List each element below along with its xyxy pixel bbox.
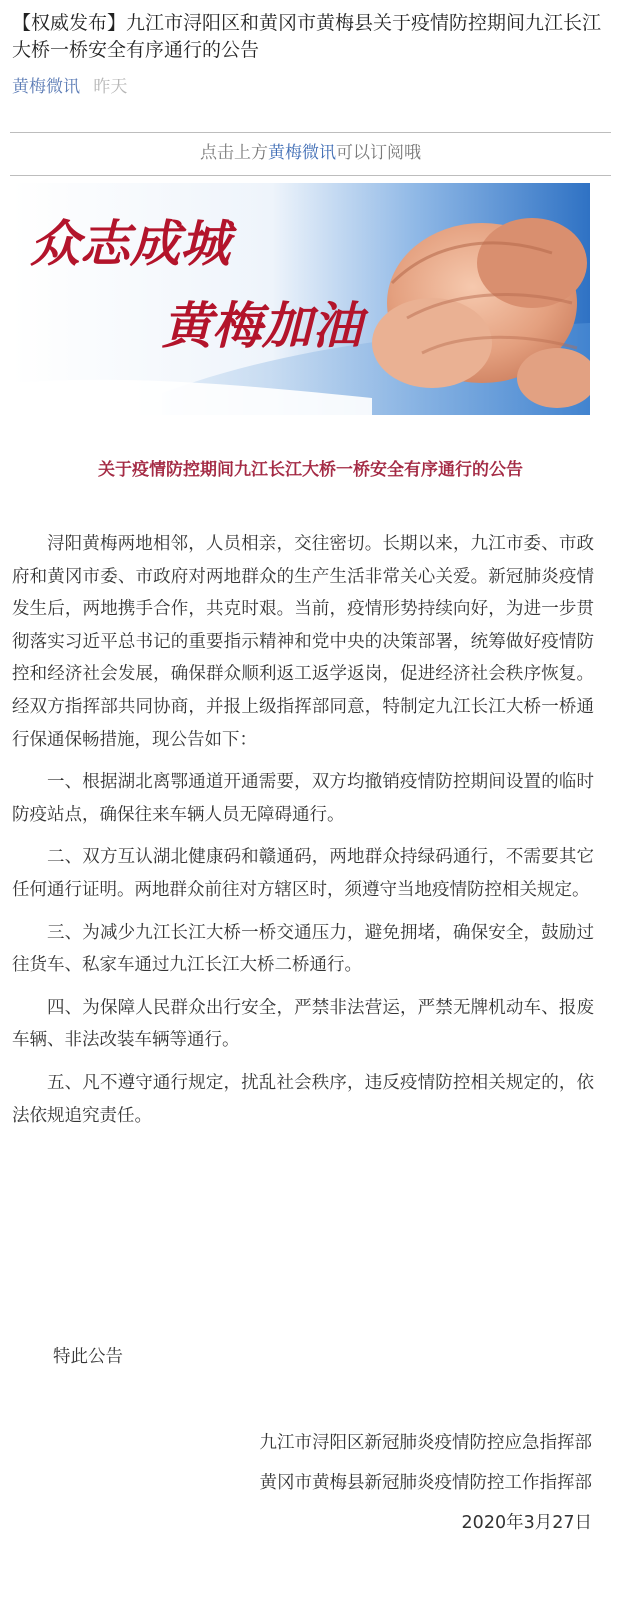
signature-date: 2020年3月27日 — [461, 1513, 592, 1533]
publish-time: 昨天 — [93, 77, 128, 97]
subscribe-account-link[interactable]: 黄梅微讯 — [268, 143, 336, 163]
article-title: 【权威发布】九江市浔阳区和黄冈市黄梅县关于疫情防控期间九江长江大桥一桥安全有序通行的公告 — [12, 12, 602, 61]
paragraph-intro: 浔阳黄梅两地相邻，人员相亲，交往密切。长期以来，九江市委、市政府和黄冈市委、市政府对两地群众的生产生活非常关心关爱。新冠肺炎疫情发生后，两地携手合作，共克时艰。当前，疫情形势持续向好，为进一步贯彻落实习近平总书记的重要指示精神和党中央的决策部署，统筹做好疫情防控和经济社会发展，确保群众顺利返工返学返岗，促进经济社会秩序恢复。经双方指挥部共同协商，并报上级指挥部同意，特制定九江长江大桥一桥通行保通保畅措施，现公告如下： — [12, 534, 594, 750]
paragraph-item-3: 三、为减少九江长江大桥一桥交通压力，避免拥堵，确保安全，鼓励过往货车、私家车通过九江长江大桥二桥通行。 — [12, 922, 594, 976]
banner-slogan-line1: 众志成城 — [30, 214, 230, 273]
paragraph-item-2: 二、双方互认湖北健康码和赣通码，两地群众持绿码通行，不需要其它任何通行证明。两地群众前往对方辖区时，须遵守当地疫情防控相关规定。 — [12, 847, 594, 900]
signature-block — [260, 1423, 593, 1539]
notice-body — [12, 528, 594, 1142]
article-meta — [12, 76, 127, 98]
banner-slogan-line2: 黄梅加油 — [162, 296, 362, 355]
account-name-link[interactable]: 黄梅微讯 — [12, 77, 80, 97]
paragraph-item-4: 四、为保障人民群众出行安全，严禁非法营运，严禁无牌机动车、报废车辆、非法改装车辆等通行。 — [12, 997, 594, 1051]
subscribe-hint — [10, 142, 611, 164]
notice-title: 关于疫情防控期间九江长江大桥一桥安全有序通行的公告 — [98, 460, 523, 480]
closing-text: 特此公告 — [53, 1347, 123, 1367]
subscribe-prefix: 点击上方 — [200, 143, 268, 163]
paragraph-item-5: 五、凡不遵守通行规定，扰乱社会秩序，违反疫情防控相关规定的，依法依规追究责任。 — [12, 1072, 594, 1126]
signature-org-2: 黄冈市黄梅县新冠肺炎疫情防控工作指挥部 — [259, 1473, 592, 1493]
subscribe-bar — [10, 132, 611, 176]
divider — [10, 132, 611, 133]
signature-org-1: 九江市浔阳区新冠肺炎疫情防控应急指挥部 — [259, 1433, 592, 1453]
banner-image — [12, 183, 590, 415]
paragraph-item-1: 一、根据湖北离鄂通道开通需要，双方均撤销疫情防控期间设置的临时防疫站点，确保往来车辆人员无障碍通行。 — [12, 772, 594, 825]
subscribe-suffix: 可以订阅哦 — [336, 143, 421, 163]
divider — [10, 175, 611, 176]
